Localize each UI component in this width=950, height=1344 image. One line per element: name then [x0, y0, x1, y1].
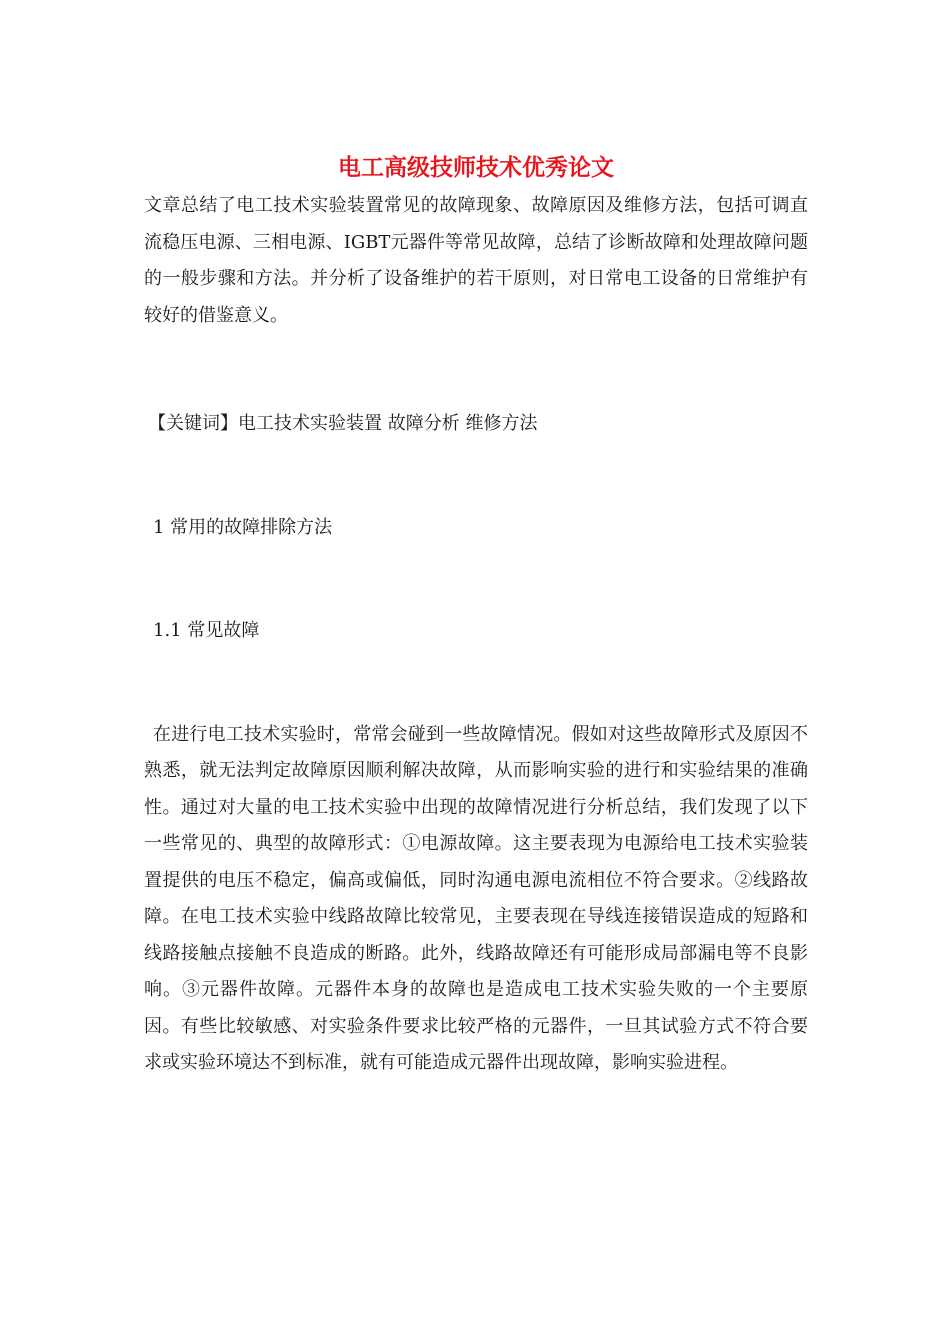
document-title: 电工高级技师技术优秀论文 — [338, 154, 614, 181]
keyword-item: 故障分析 — [387, 413, 460, 434]
document-content — [144, 150, 808, 1082]
keyword-item: 维修方法 — [465, 413, 538, 434]
keywords-label: 【关键词】 — [148, 413, 238, 434]
keyword-item: 电工技术实验装置 — [238, 413, 382, 434]
subsection-heading: 1.1 常见故障 — [153, 620, 260, 641]
body-paragraph: 在进行电工技术实验时，常常会碰到一些故障情况。假如对这些故障形式及原因不熟悉，就无法判定故障原因顺利解决故障，从而影响实验的进行和实验结果的准确性。通过对大量的电工技术实验中出现的故障情况进行分析总结，我们发现了以下一些常见的、典型的故障形式：①电源故障。这主要表现为电源给电工技术实验装置提供的电压不稳定，偏高或偏低，同时沟通电源电流相位不符合要求。②线路故障。在电工技术实验中线路故障比较常见，主要表现在导线连接错误造成的短路和线路接触点接触不良造成的断路。此外，线路故障还有可能形成局部漏电等不良影响。③元器件故障。元器件本身的故障也是造成电工技术实验失败的一个主要原因。有些比较敏感、对实验条件要求比较严格的元器件，一旦其试验方式不符合要求或实验环境达不到标准，就有可能造成元器件出现故障，影响实验进程。 — [144, 723, 808, 1073]
keywords-line — [144, 406, 808, 443]
section-heading: 1 常用的故障排除方法 — [153, 516, 333, 538]
abstract-paragraph: 文章总结了电工技术实验装置常见的故障现象、故障原因及维修方法，包括可调直流稳压电源、三相电源、IGBT元器件等常见故障，总结了诊断故障和处理故障问题的一般步骤和方法。并分析了设备维护的若干原则，对日常电工设备的日常维护有较好的借鉴意义。 — [144, 195, 808, 326]
